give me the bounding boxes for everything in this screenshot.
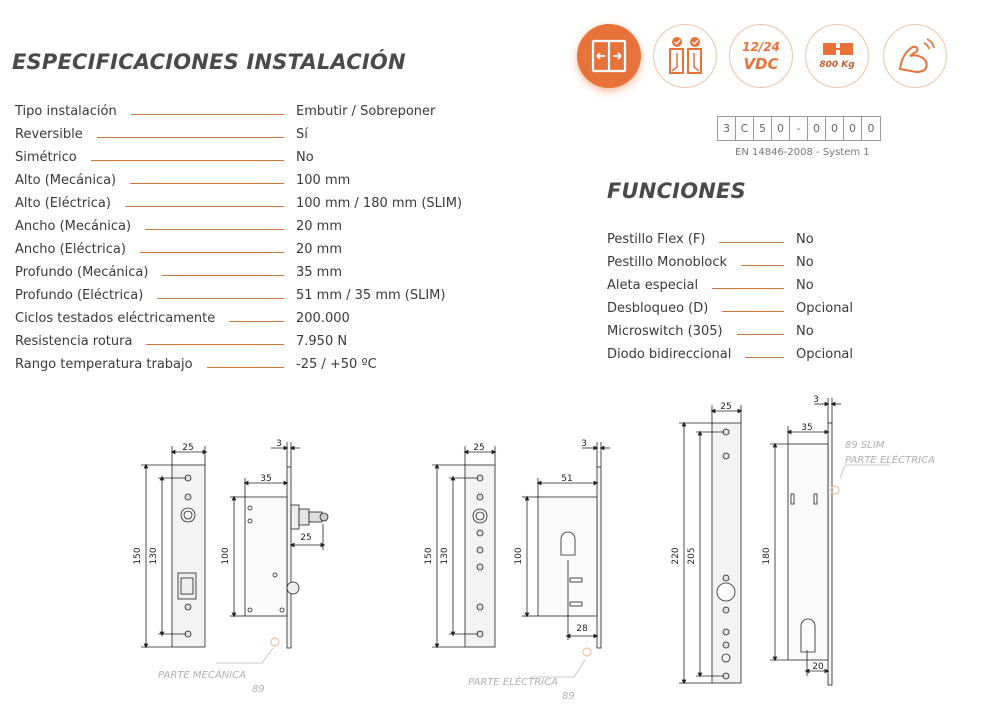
function-value: Opcional — [796, 301, 854, 316]
code-cell: 0 — [772, 117, 790, 140]
slim-dimension-label: 25 — [720, 402, 732, 412]
install-value: 35 mm — [296, 265, 343, 280]
function-value: No — [796, 232, 814, 247]
electric-dimension-label: 130 — [440, 547, 450, 565]
electric-dimension-label: 28 — [576, 624, 588, 634]
slim-caption-number: 89 SLIM — [845, 440, 885, 451]
function-label: Microswitch (305) — [607, 324, 723, 339]
install-value: No — [296, 150, 314, 165]
electric-caption: PARTE ELÉCTRICA — [468, 677, 558, 688]
function-label: Desbloqueo (D) — [607, 301, 709, 316]
mechanical-dimension-label: 3 — [276, 439, 282, 449]
electric-dimension-label: 3 — [581, 439, 587, 449]
install-value: Sí — [296, 127, 308, 142]
function-label: Aleta especial — [607, 278, 699, 293]
mechanical-caption: PARTE MECÁNICA — [158, 670, 246, 681]
install-label: Resistencia rotura — [15, 334, 133, 349]
electric-dimension-label: 150 — [424, 547, 434, 565]
install-value: 7.950 N — [296, 334, 348, 349]
install-label: Simétrico — [15, 150, 77, 165]
install-label: Ancho (Eléctrica) — [15, 242, 126, 257]
function-value: Opcional — [796, 347, 854, 362]
mechanical-dimension-label: 100 — [221, 547, 231, 565]
mechanical-dimension-label: 130 — [149, 547, 159, 565]
slim-caption: PARTE ELÉCTRICA — [845, 455, 935, 466]
electric-dimension-label: 51 — [561, 474, 573, 484]
mechanical-dimension-label: 25 — [182, 443, 194, 453]
install-label: Profundo (Mecánica) — [15, 265, 149, 280]
install-label: Reversible — [15, 127, 83, 142]
install-label: Tipo instalación — [15, 104, 117, 119]
installation-title: ESPECIFICACIONES INSTALACIÓN — [12, 50, 406, 74]
electric-dimension-label: 100 — [514, 547, 524, 565]
function-value: No — [796, 278, 814, 293]
electric-dimension-label: 25 — [473, 443, 485, 453]
mechanical-caption-number: 89 — [252, 684, 265, 695]
code-cell: - — [790, 117, 808, 140]
voltage-top: 12/24 — [742, 40, 780, 54]
install-value: Embutir / Sobreponer — [296, 104, 436, 119]
slim-dimension-label: 3 — [813, 395, 819, 405]
electric-caption-number: 89 — [562, 691, 575, 702]
install-label: Profundo (Eléctrica) — [15, 288, 144, 303]
code-cell: 5 — [754, 117, 772, 140]
install-label: Rango temperatura trabajo — [15, 357, 193, 372]
functions-title: FUNCIONES — [607, 179, 746, 203]
function-value: No — [796, 324, 814, 339]
install-label: Ciclos testados eléctricamente — [15, 311, 216, 326]
slim-dimension-label: 220 — [671, 547, 681, 565]
install-value: 20 mm — [296, 242, 343, 257]
slim-dimension-label: 35 — [801, 423, 813, 433]
code-cell: 3 — [718, 117, 736, 140]
install-value: -25 / +50 ºC — [296, 357, 377, 372]
force-value: 800 Kg — [819, 60, 855, 70]
code-cell: 0 — [808, 117, 826, 140]
code-cell: 0 — [867, 122, 875, 135]
voltage-bottom: VDC — [743, 55, 779, 73]
install-label: Alto (Eléctrica) — [15, 196, 111, 211]
install-value: 20 mm — [296, 219, 343, 234]
code-cell: 0 — [844, 117, 862, 140]
mechanical-dimension-label: 25 — [300, 533, 312, 543]
install-value: 51 mm / 35 mm (SLIM) — [296, 288, 446, 303]
function-label: Diodo bidireccional — [607, 347, 732, 362]
install-value: 100 mm — [296, 173, 351, 188]
install-value: 100 mm / 180 mm (SLIM) — [296, 196, 463, 211]
slim-dimension-label: 205 — [687, 547, 697, 565]
function-label: Pestillo Flex (F) — [607, 232, 706, 247]
install-label: Ancho (Mecánica) — [15, 219, 132, 234]
certification-standard: EN 14846-2008 - System 1 — [735, 147, 870, 158]
install-value: 200.000 — [296, 311, 350, 326]
install-label: Alto (Mecánica) — [15, 173, 117, 188]
function-label: Pestillo Monoblock — [607, 255, 728, 270]
mechanical-dimension-label: 150 — [133, 547, 143, 565]
code-cell: 0 — [826, 117, 844, 140]
slim-dimension-label: 180 — [762, 547, 772, 565]
function-value: No — [796, 255, 814, 270]
code-cell: C — [736, 117, 754, 140]
slim-dimension-label: 20 — [812, 662, 824, 672]
mechanical-drawing — [141, 442, 328, 663]
mechanical-dimension-label: 35 — [260, 474, 272, 484]
